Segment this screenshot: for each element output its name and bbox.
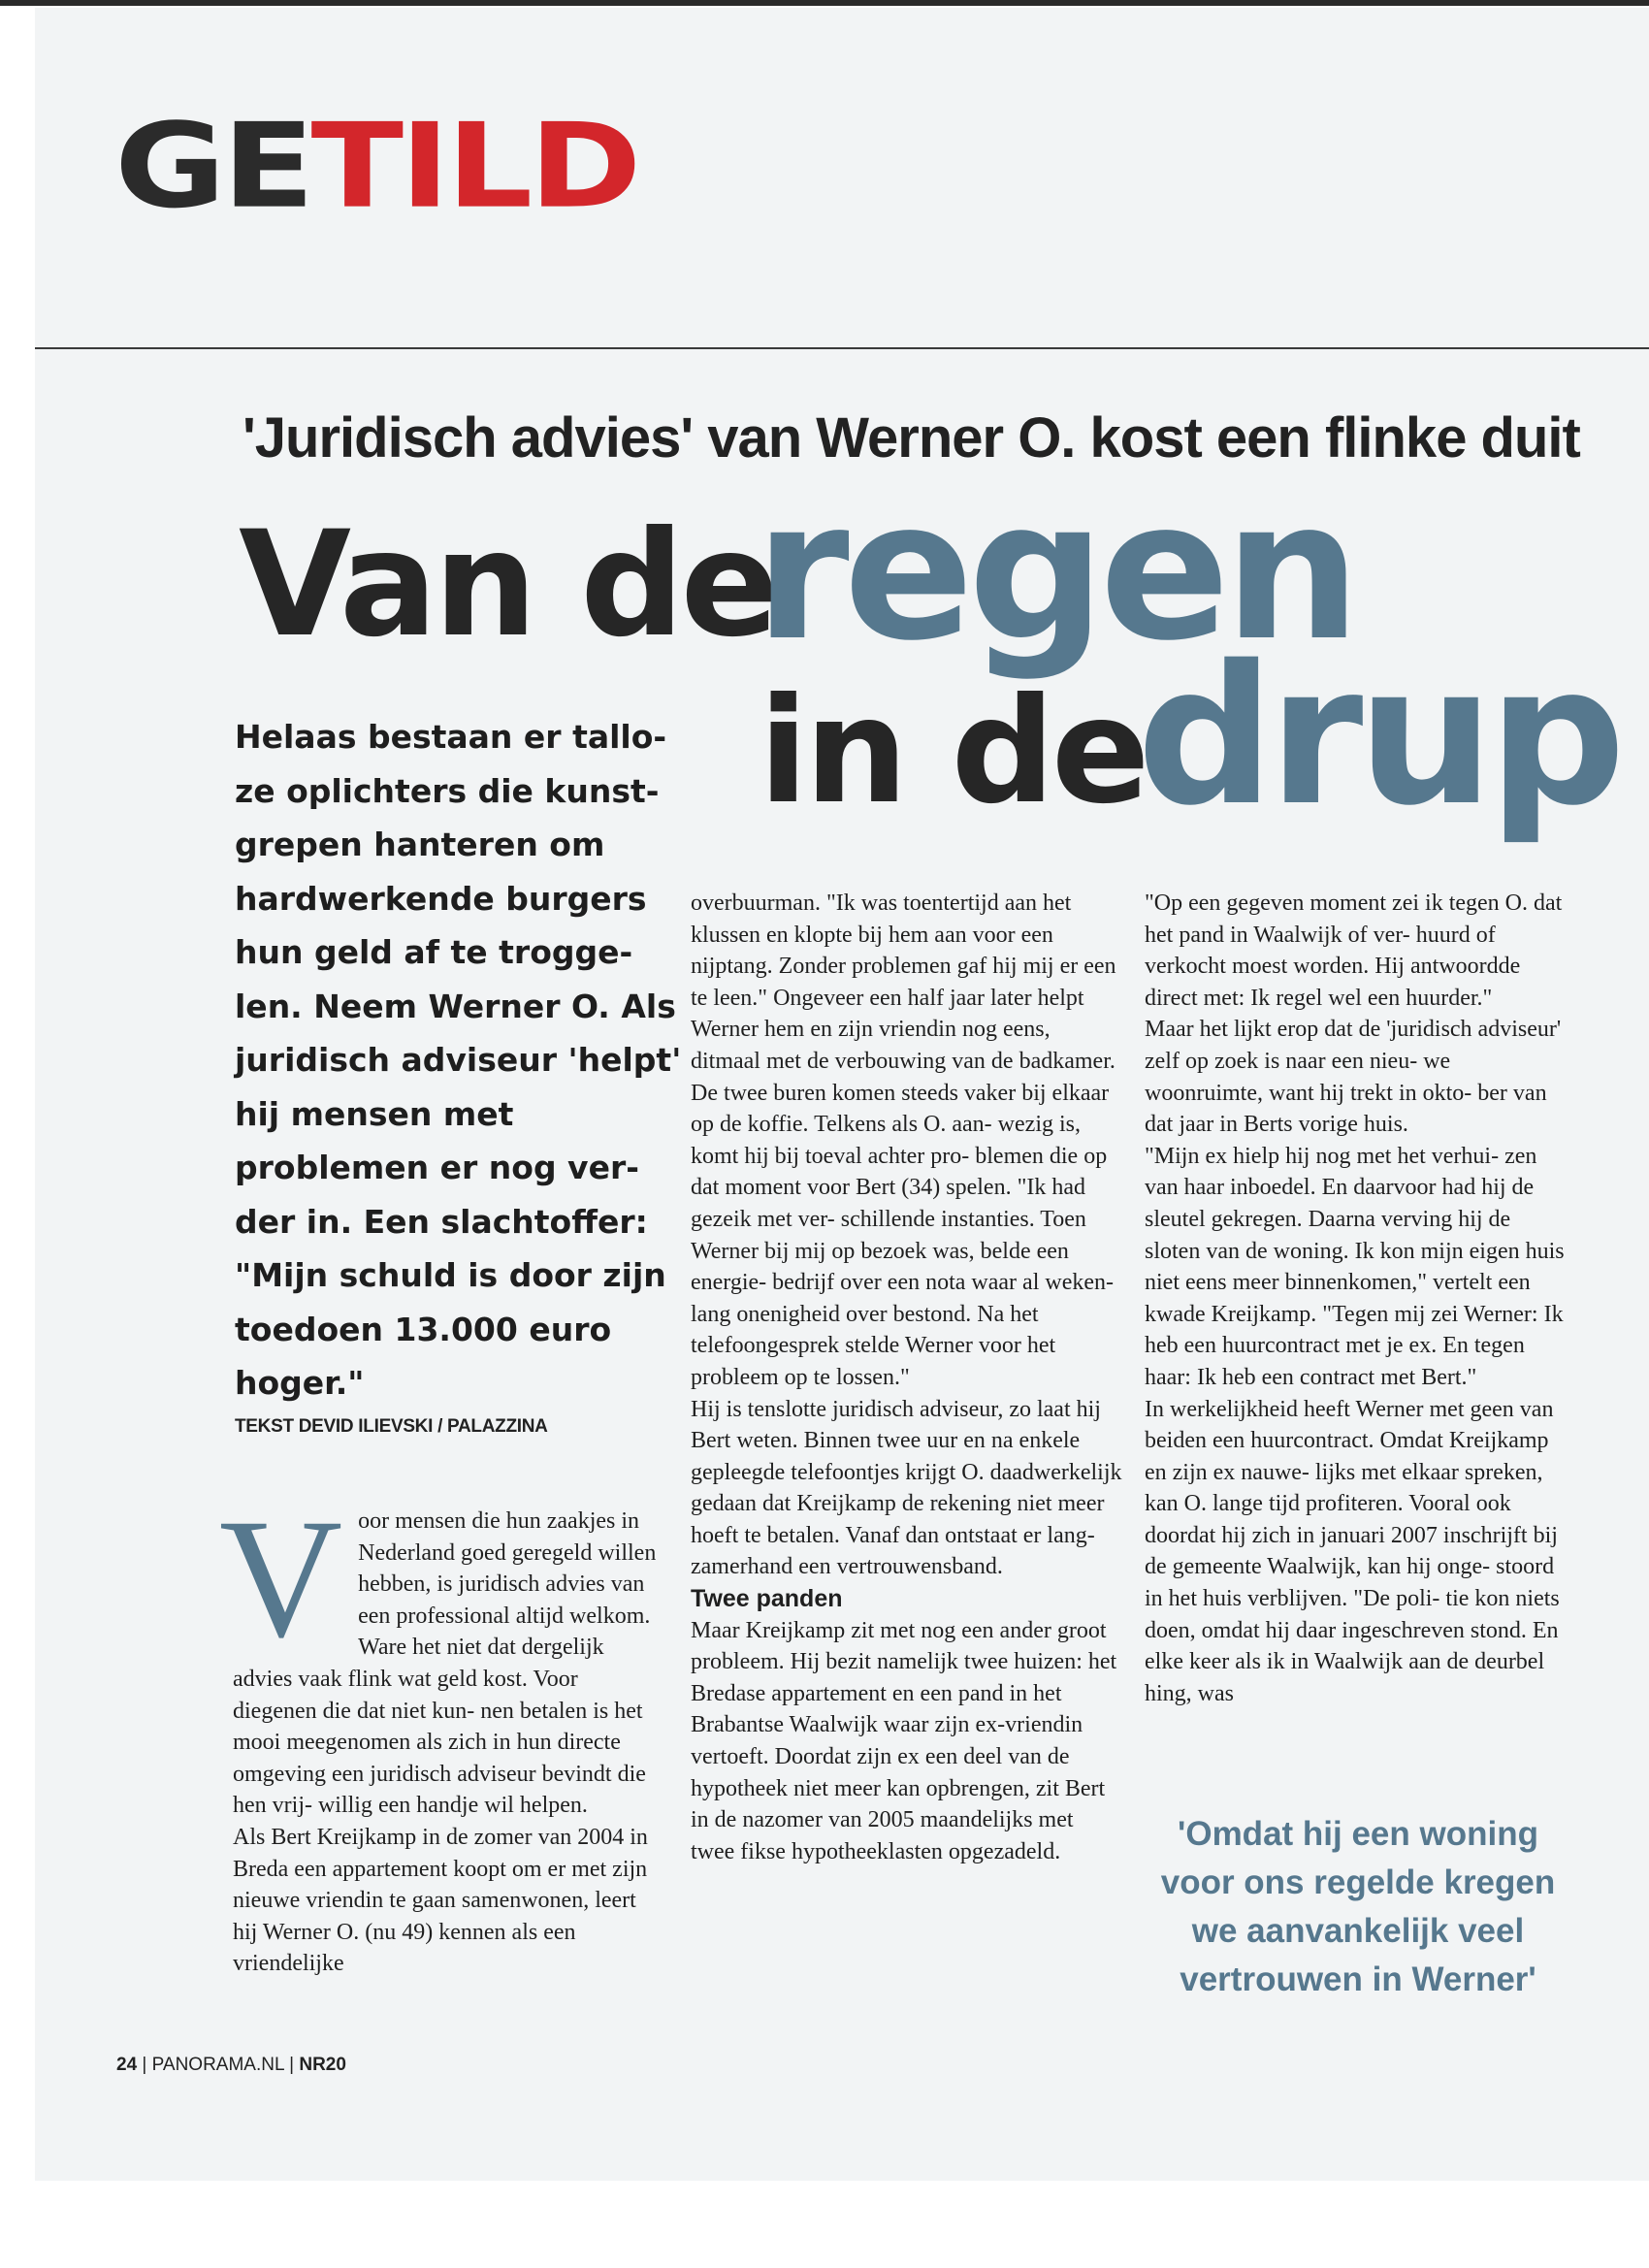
body-column-3	[1145, 888, 1571, 1709]
pull-quote: 'Omdat hij een woning voor ons regelde kregen we aanvankelijk veel vertrouwen in Werner'	[1160, 1815, 1556, 1998]
paragraph: oor mensen die hun zaakjes in Nederland goed geregeld willen hebben, is juridisch advies van een professional altijd welkom. Ware het niet dat dergelijk advies vaak flink wat geld kost. Voor diegenen die dat niet kun- nen betalen is het mooi meegenomen als zich in hun directe omgeving een juridisch adviseur bevindt die hen vrij- willig een handje wil helpen.	[233, 1508, 657, 1819]
issue-number: NR20	[299, 2055, 346, 2075]
paragraph: In werkelijkheid heeft Werner met geen van beiden een huurcontract. Omdat Kreijkamp en zijn ex nauwe- lijks met elkaar spreken, kan O. lange tijd profiteren. Vooral ook doordat hij zich in januari 2007 inschrijft bij de gemeente Waalwijk, kan hij onge- stoord in het huis verblijven. "De poli- tie kon niets doen, omdat hij daar ingeschreven stond. En elke keer als ik in Waalwijk aan de deurbel hing, was	[1145, 1396, 1560, 1706]
paragraph: "Op een gegeven moment zei ik tegen O. dat het pand in Waalwijk of ver- huurd of verkocht moest worden. Hij antwoordde direct met: Ik regel wel een huurder."	[1145, 891, 1563, 1011]
page-number: 24	[116, 2055, 138, 2075]
paragraph: Maar het lijkt erop dat de 'juridisch adviseur' zelf op zoek is naar een nieu- we woonruimte, want hij trekt in okto- ber van dat jaar in Berts vorige huis.	[1145, 1017, 1562, 1138]
headline-line1-a: Van de	[239, 501, 776, 669]
page-footer: 24 | PANORAMA.NL | NR20	[116, 2055, 346, 2075]
masthead-part2: TILD	[310, 98, 638, 235]
subheading: Twee panden	[691, 1585, 843, 1613]
body-column-1	[219, 1484, 660, 1980]
paragraph: Maar Kreijkamp zit met nog een ander groot probleem. Hij bezit namelijk twee huizen: het Bredase appartement en een pand in het Brabantse Waalwijk waar zijn ex-vriendin vertoeft. Doordat zijn ex een deel van de hypotheek niet meer kan opbrengen, zit Bert in de nazomer van 2005 maandelijks met twee fikse hypotheeklasten opgezadeld.	[691, 1617, 1117, 1864]
headline-line2-a: in de	[759, 667, 1147, 836]
masthead-part1: GE	[114, 98, 311, 235]
body-column-2	[691, 888, 1122, 1867]
site-name: PANORAMA.NL	[151, 2055, 284, 2075]
paragraph: Als Bert Kreijkamp in de zomer van 2004 in Breda een appartement koopt om er met zijn nieuwe vriendin te gaan samenwonen, leert hij Werner O. (nu 49) kennen als een vriendelijke	[233, 1824, 648, 1977]
headline-line2-b: drup	[1137, 624, 1621, 848]
paragraph: Hij is tenslotte juridisch adviseur, zo laat hij Bert weten. Binnen twee uur en na enkele gepleegde telefoontjes krijgt O. daadwerkelijk gedaan dat Kreijkamp de rekening niet meer hoeft te betalen. Vanaf dan ontstaat er lang- zamerhand een vertrouwensband.	[691, 1396, 1122, 1580]
header-rule	[35, 347, 1649, 349]
kicker: 'Juridisch advies' van Werner O. kost een flinke duit	[242, 406, 1580, 470]
headline-line1-b: regen	[755, 459, 1355, 683]
intro-text: Helaas bestaan er tallo- ze oplichters die kunst- grepen hanteren om hardwerkende burgers hun geld af te trogge- len. Neem Werner O. Als juridisch adviseur 'helpt' hij mensen met problemen er nog ver- der in. Een slachtoffer: "Mijn schuld is door zijn toedoen 13.000 euro hoger."	[235, 718, 682, 1402]
section-masthead	[114, 98, 638, 235]
byline: TEKST DEVID ILIEVSKI / PALAZZINA	[235, 1416, 548, 1437]
drop-cap: V	[219, 1484, 343, 1673]
paragraph: "Mijn ex hielp hij nog met het verhui- zen van haar inboedel. En daarvoor had hij de sleutel gekregen. Daarna verving hij de sloten van de woning. Ik kon mijn eigen huis niet eens meer binnenkomen," vertelt een kwade Kreijkamp. "Tegen mij zei Werner: Ik heb een huurcontract met je ex. En tegen haar: Ik heb een contract met Bert."	[1145, 1143, 1565, 1390]
scan-top-edge	[0, 0, 1649, 6]
paragraph: overbuurman. "Ik was toentertijd aan het klussen en klopte bij hem aan voor een nijptang. Zonder problemen gaf hij mij er een te leen." Ongeveer een half jaar later helpt Werner hem en zijn vriendin nog eens, ditmaal met de verbouwing van de badkamer.	[691, 891, 1116, 1074]
paragraph: De twee buren komen steeds vaker bij elkaar op de koffie. Telkens als O. aan- wezig is, komt hij bij toeval achter pro- blemen die op dat moment voor Bert (34) spelen. "Ik had gezeik met ver- schillende instanties. Toen Werner bij mij op bezoek was, belde een energie- bedrijf over een nota waar al weken- lang onenigheid over bestond. Na het telefoongesprek stelde Werner voor het probleem op te lossen."	[691, 1080, 1114, 1390]
